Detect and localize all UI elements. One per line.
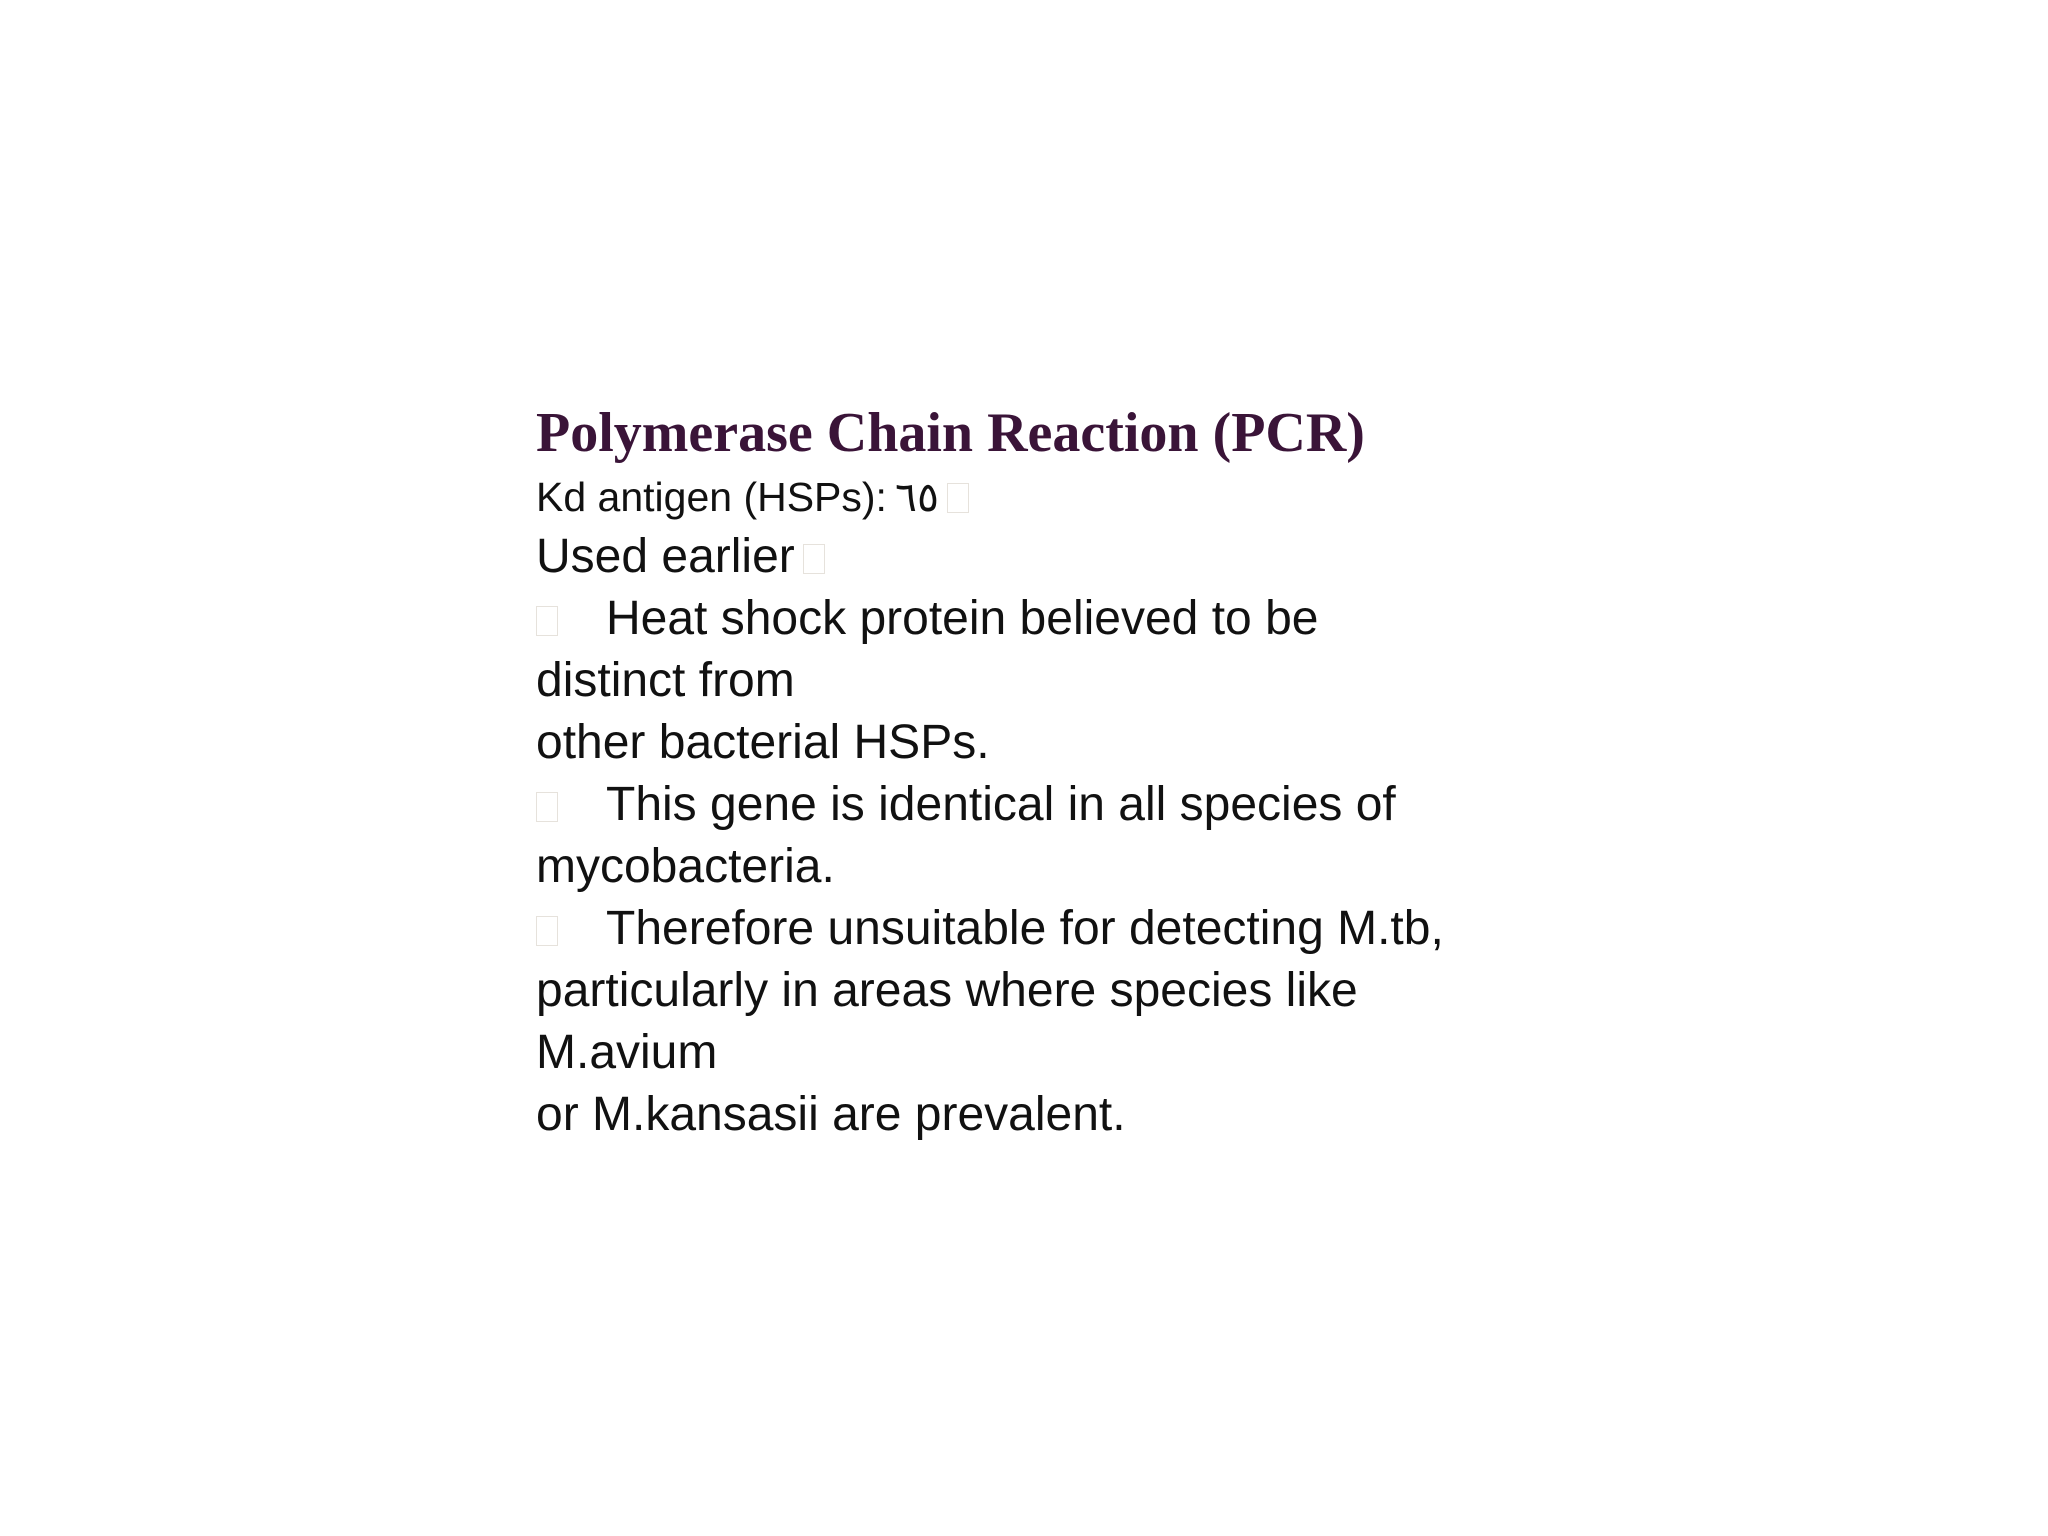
missing-glyph-icon <box>803 544 825 574</box>
bullet-icon <box>536 792 558 822</box>
text-line: distinct from <box>536 654 795 707</box>
bullet-line <box>536 588 1546 650</box>
text-line <box>536 526 1546 588</box>
text-line: M.avium <box>536 1026 718 1079</box>
bullet-line <box>536 898 1546 960</box>
slide-content <box>536 398 1546 1146</box>
missing-glyph-icon <box>947 483 969 513</box>
text-line: particularly in areas where species like <box>536 964 1358 1017</box>
bullet-line <box>536 774 1546 836</box>
bullet-icon <box>536 606 558 636</box>
line-used-earlier: Used earlier <box>536 530 795 583</box>
slide-title: Polymerase Chain Reaction (PCR) <box>536 402 1365 464</box>
subtitle-number: ٦٥ <box>894 473 939 521</box>
text-line: other bacterial HSPs. <box>536 716 990 769</box>
subtitle-label: Kd antigen (HSPs): <box>536 474 887 520</box>
text-line: or M.kansasii are prevalent. <box>536 1088 1126 1141</box>
line-therefore: Therefore unsuitable for detecting M.tb, <box>606 902 1444 955</box>
text-line: mycobacteria. <box>536 840 835 893</box>
bullet-icon <box>536 916 558 946</box>
subtitle-line <box>536 468 1546 526</box>
line-heat-shock: Heat shock protein believed to be <box>606 592 1319 645</box>
line-gene-identical: This gene is identical in all species of <box>606 778 1396 831</box>
